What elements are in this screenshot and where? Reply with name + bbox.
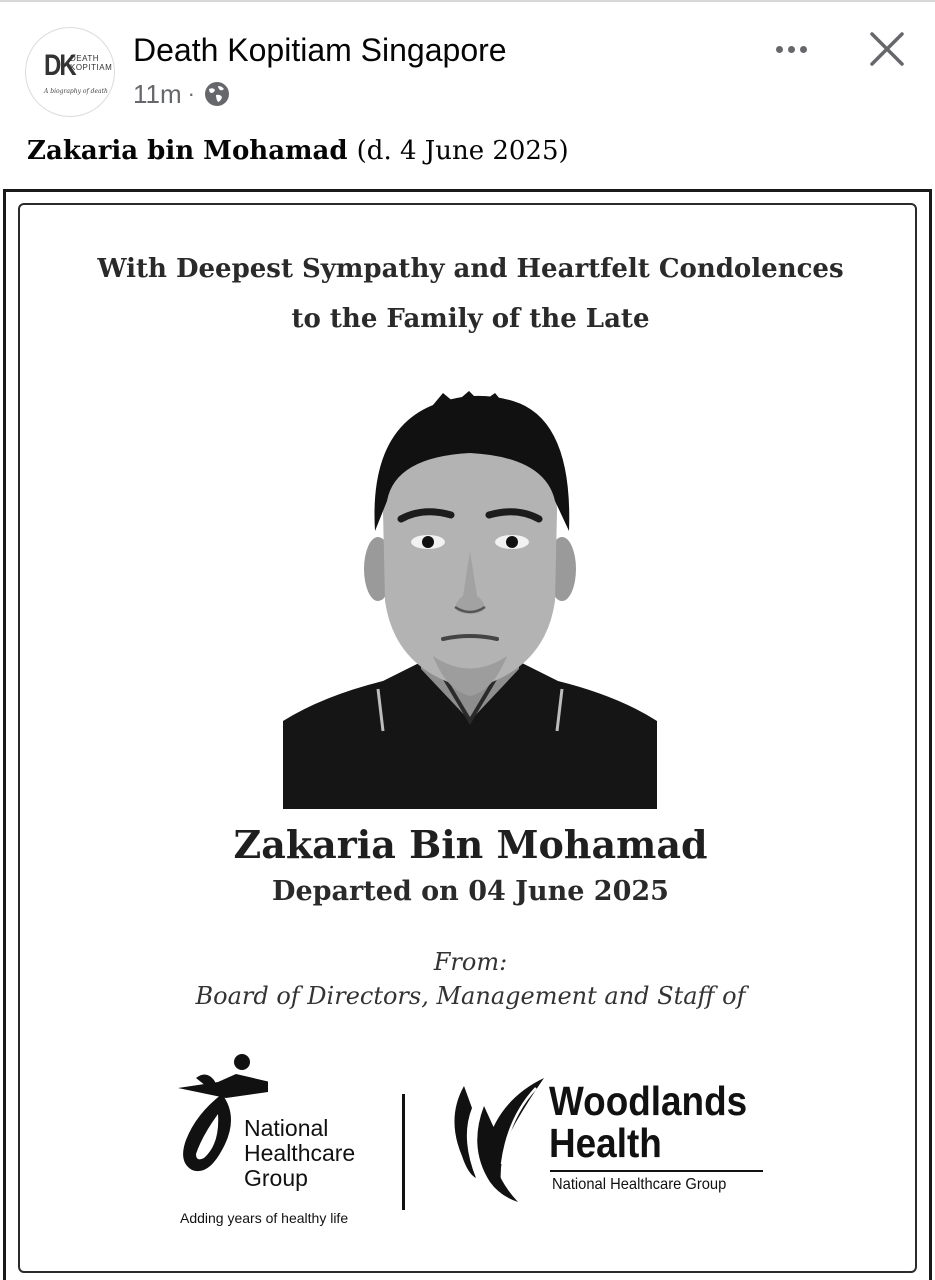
post-title-date: (d. 4 June 2025) [356,136,569,166]
nhg-tagline: Adding years of healthy life [180,1210,349,1226]
deceased-photo [283,391,657,809]
condolence-notice-image[interactable] [3,189,932,1280]
meta-separator: · [187,81,195,106]
condolence-heading: With Deepest Sympathy and Heartfelt Condolences [97,254,844,284]
woodlands-wordmark-line-1: Woodlands [549,1078,748,1124]
nhg-wordmark-line-1: National [244,1115,329,1141]
condolence-subheading: to the Family of the Late [291,304,650,334]
globe-icon[interactable] [203,80,231,108]
more-options-button[interactable] [768,34,814,64]
post-title-name: Zakaria bin Mohamad [27,136,348,166]
post-title [27,136,569,166]
woodlands-health-logo [446,1078,776,1218]
post-meta [133,78,231,110]
nhg-wordmark-line-2: Healthcare [244,1140,356,1166]
logo-divider [402,1094,405,1210]
avatar-monogram: DK [44,48,75,83]
woodlands-wordmark-line-2: Health [549,1120,662,1166]
nhg-wordmark-line-3: Group [244,1165,308,1191]
from-text: Board of Directors, Management and Staff of [195,982,746,1010]
nhg-logo [178,1054,378,1234]
more-dot [776,46,783,53]
avatar-tagline: A biography of death [44,88,108,95]
woodlands-rule [550,1170,763,1172]
woodlands-wordmark [549,1080,747,1164]
page-name-link[interactable]: Death Kopitiam Singapore [133,32,507,68]
post-timestamp[interactable]: 11m [133,78,182,109]
avatar-wordmark-line-1: DEATH [70,54,100,63]
top-divider [0,0,935,2]
deceased-name: Zakaria Bin Mohamad [233,822,708,867]
more-dot [800,46,807,53]
more-dot [788,46,795,53]
avatar-wordmark [70,54,112,72]
woodlands-leaf-icon [446,1078,551,1203]
avatar-wordmark-line-2: KOPITIAM [70,63,113,72]
woodlands-subtitle: National Healthcare Group [552,1176,727,1193]
departed-date: Departed on 04 June 2025 [272,876,669,907]
page-avatar[interactable] [25,27,115,117]
from-label: From: [433,948,508,976]
nhg-wordmark [244,1116,355,1191]
close-icon[interactable] [866,28,908,70]
